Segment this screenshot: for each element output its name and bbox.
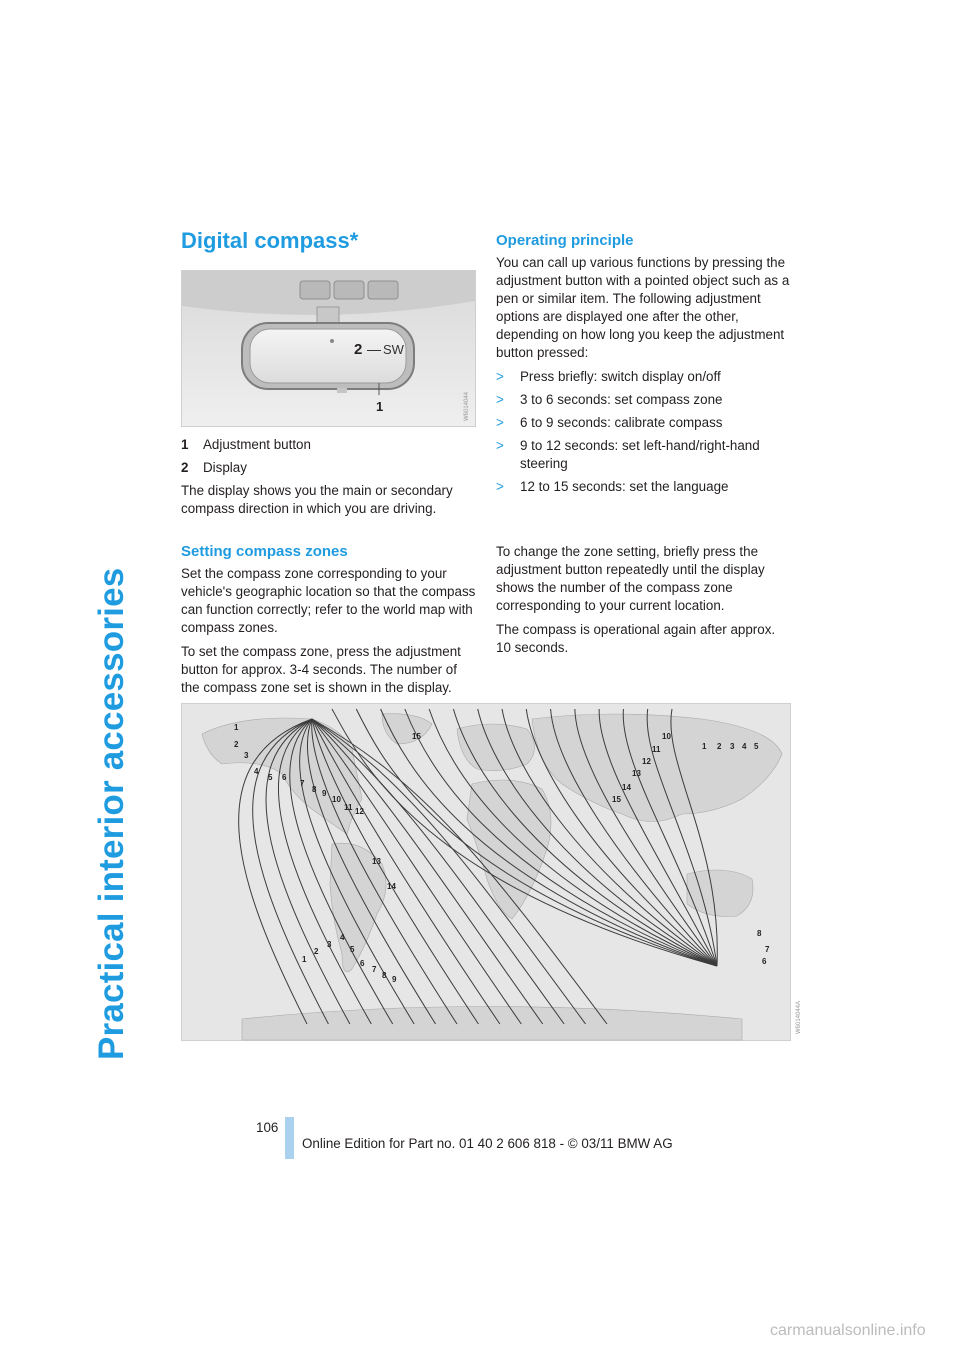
operating-principle-body	[496, 254, 790, 501]
setting-zones-left	[181, 565, 476, 697]
zone-number: 5	[350, 945, 355, 954]
list-item	[496, 368, 790, 386]
zone-number: 9	[392, 975, 397, 984]
legend-number: 1	[181, 437, 189, 452]
zone-number: 3	[244, 751, 249, 760]
setting-zones-para-3: To change the zone setting, briefly press the adjustment button repeatedly until the display shows the number of the compass zone corresponding to your current location.	[496, 544, 765, 613]
zone-number: 8	[382, 971, 387, 980]
zone-number: 14	[387, 882, 396, 891]
mirror-figure	[181, 270, 476, 427]
zone-number: 4	[340, 933, 345, 942]
compass-description: The display shows you the main or secondary compass direction in which you are driving.	[181, 483, 453, 516]
zone-number: 12	[642, 757, 651, 766]
section-title-operating-principle: Operating principle	[496, 232, 634, 249]
adjustment-options-list	[496, 368, 790, 496]
zone-number: 15	[612, 795, 621, 804]
zone-number: 5	[268, 773, 273, 782]
zone-number: 3	[327, 940, 332, 949]
zone-number: 2	[314, 947, 319, 956]
list-item	[496, 478, 790, 496]
zone-number: 6	[762, 957, 767, 966]
zone-number: 10	[332, 795, 341, 804]
setting-zones-para-1: Set the compass zone corresponding to your vehicle's geographic location so that the compass can function correctly; refer to the world map with compass zones.	[181, 566, 476, 635]
zone-number: 8	[312, 785, 317, 794]
zone-number: 2	[234, 740, 239, 749]
bullet-marker: >	[496, 479, 504, 494]
zone-number: 11	[344, 803, 353, 812]
zone-number: 2	[717, 742, 722, 751]
bullet-marker: >	[496, 369, 504, 384]
zone-number: 9	[322, 789, 327, 798]
map-code: W6014044A	[796, 1000, 802, 1034]
legend-item	[181, 459, 476, 477]
compass-zone-world-map	[181, 703, 802, 1041]
zone-number: 6	[282, 773, 287, 782]
bullet-marker: >	[496, 392, 504, 407]
legend-number: 2	[181, 460, 189, 475]
zone-number: 6	[360, 959, 365, 968]
section-title-setting-zones: Setting compass zones	[181, 543, 348, 560]
setting-zones-para-4: The compass is operational again after approx. 10 seconds.	[496, 622, 776, 655]
list-item-text: Press briefly: switch display on/off	[520, 369, 721, 384]
operating-principle-intro: You can call up various functions by pressing the adjustment button with a pointed object such as a pen or similar item. The following adjustment options are displayed one after the other, depending on how long you keep the adjustment button pressed:	[496, 255, 790, 360]
legend-label: Adjustment button	[203, 437, 311, 452]
zone-number: 1	[302, 955, 307, 964]
list-item	[496, 391, 790, 409]
chapter-title: Practical interior accessories	[92, 567, 131, 1060]
zone-number: 4	[742, 742, 747, 751]
display-readout: SW	[383, 342, 404, 357]
figure-code: W6014044	[464, 391, 470, 421]
figure-legend	[181, 436, 476, 518]
bullet-marker: >	[496, 415, 504, 430]
page-number: 106	[256, 1120, 279, 1135]
callout-2-number: 2	[354, 341, 363, 358]
zone-number: 4	[254, 767, 259, 776]
zone-number: 15	[412, 732, 421, 741]
zone-number: 7	[765, 945, 770, 954]
footer-accent-bar	[285, 1117, 294, 1159]
list-item-text: 12 to 15 seconds: set the language	[520, 479, 729, 494]
zone-number: 13	[372, 857, 381, 866]
setting-zones-right	[496, 543, 790, 657]
rearview-mirror-illustration	[182, 271, 475, 426]
zone-number: 1	[234, 723, 239, 732]
zone-number: 10	[662, 732, 671, 741]
zone-number: 5	[754, 742, 759, 751]
setting-zones-para-2: To set the compass zone, press the adjustment button for approx. 3-4 seconds. The number of the compass zone set is shown in the display.	[181, 644, 461, 695]
zone-number: 1	[702, 742, 707, 751]
zone-number: 8	[757, 929, 762, 938]
legend-label: Display	[203, 460, 247, 475]
list-item-text: 3 to 6 seconds: set compass zone	[520, 392, 723, 407]
zone-number: 14	[622, 783, 631, 792]
callout-1-number: 1	[376, 399, 384, 414]
world-map-illustration	[182, 704, 790, 1040]
legend-item	[181, 436, 476, 454]
bullet-marker: >	[496, 438, 504, 453]
list-item-text: 6 to 9 seconds: calibrate compass	[520, 415, 723, 430]
list-item	[496, 437, 790, 473]
list-item-text: 9 to 12 seconds: set left-hand/right-hand steering	[520, 438, 760, 471]
australia-shape	[687, 870, 753, 917]
zone-number: 7	[300, 779, 305, 788]
footer-edition: Online Edition for Part no. 01 40 2 606 818 - © 03/11 BMW AG	[302, 1136, 673, 1151]
section-title-digital-compass: Digital compass*	[181, 228, 359, 253]
zone-number: 12	[355, 807, 364, 816]
zone-number: 13	[632, 769, 641, 778]
zone-number: 7	[372, 965, 377, 974]
zone-number: 3	[730, 742, 735, 751]
callout-2-line	[367, 350, 381, 351]
watermark: carmanualsonline.info	[770, 1322, 926, 1339]
zone-number: 11	[652, 745, 661, 754]
list-item	[496, 414, 790, 432]
